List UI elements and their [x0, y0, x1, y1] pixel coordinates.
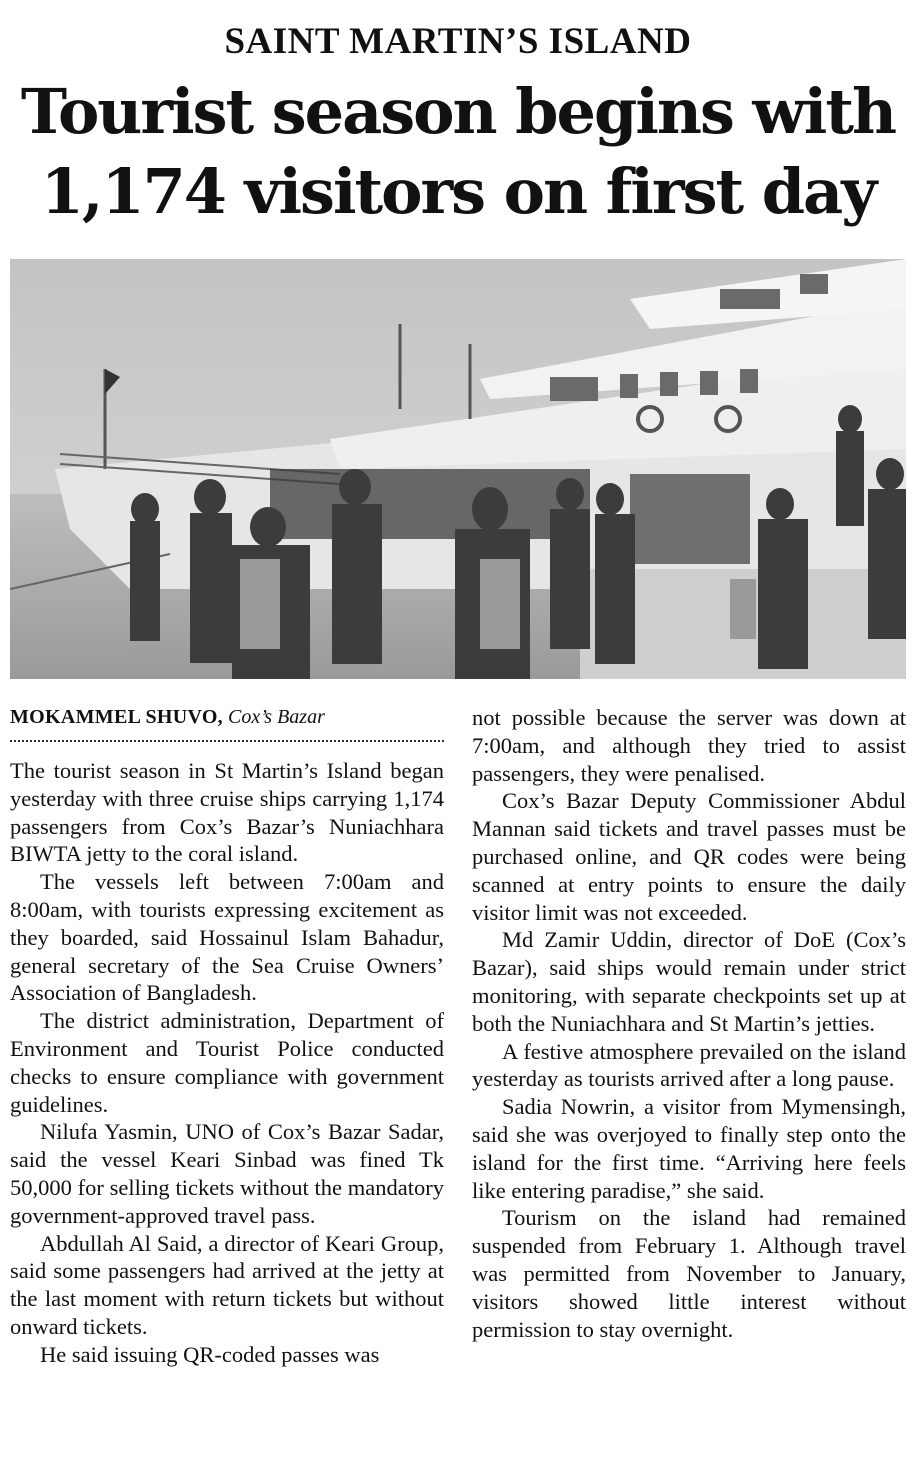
headline-line-2: 1,174 visitors on first day: [40, 155, 876, 228]
paragraph: Tourism on the island had remained suspended from February 1. Although travel was permitted from November to January, visitors showed little interest without permission to stay overnight.: [472, 1205, 906, 1342]
paragraph: The district administration, Department of Environment and Tourist Police conducted checks to ensure compliance with government guidelines.: [10, 1008, 444, 1117]
paragraph: The vessels left between 7:00am and 8:00am, with tourists expressing excitement as they boarded, said Hossainul Islam Bahadur, general secretary of the Sea Cruise Owners’ Association of Bangladesh.: [10, 869, 444, 1006]
cruise-ship-photo: [10, 259, 906, 679]
paragraph: Nilufa Yasmin, UNO of Cox’s Bazar Sadar, said the vessel Keari Sinbad was fined Tk 50,000 for selling tickets without the mandatory government-approved travel pass.: [10, 1119, 444, 1228]
paragraph: not possible because the server was down at 7:00am, and although they tried to assist passengers, they were penalised.: [472, 705, 906, 786]
article-photo: [10, 259, 906, 679]
paragraph: A festive atmosphere prevailed on the island yesterday as tourists arrived after a long pause.: [472, 1038, 906, 1092]
article-headline: [0, 72, 916, 232]
article-column-right: [472, 704, 906, 1343]
paragraph: Md Zamir Uddin, director of DoE (Cox’s Bazar), said ships would remain under strict monitoring, with separate checkpoints set up at both the Nuniachhara and St Martin’s jetties.: [472, 927, 906, 1036]
author-location: Cox’s Bazar: [228, 706, 325, 728]
byline: [10, 705, 444, 729]
author-name: MOKAMMEL SHUVO,: [10, 706, 223, 728]
paragraph: Abdullah Al Said, a director of Keari Group, said some passengers had arrived at the jetty at the last moment with return tickets but without onward tickets.: [10, 1230, 444, 1339]
headline-line-1: Tourist season begins with: [20, 75, 896, 148]
article-kicker: SAINT MARTIN’S ISLAND: [224, 21, 692, 62]
byline-divider: [10, 740, 444, 742]
paragraph: Sadia Nowrin, a visitor from Mymensingh, said she was overjoyed to finally step onto the island for the first time. “Arriving here feels like entering paradise,” she said.: [472, 1094, 906, 1203]
paragraph: Cox’s Bazar Deputy Commissioner Abdul Mannan said tickets and travel passes must be purchased online, and QR codes were being scanned at entry points to ensure the daily visitor limit was not exceeded.: [472, 788, 906, 925]
paragraph: He said issuing QR-coded passes was: [40, 1341, 380, 1367]
article-column-left: [10, 757, 444, 1369]
paragraph: The tourist season in St Martin’s Island began yesterday with three cruise ships carrying 1,174 passengers from Cox’s Bazar’s Nuniachhara BIWTA jetty to the coral island.: [10, 758, 444, 867]
